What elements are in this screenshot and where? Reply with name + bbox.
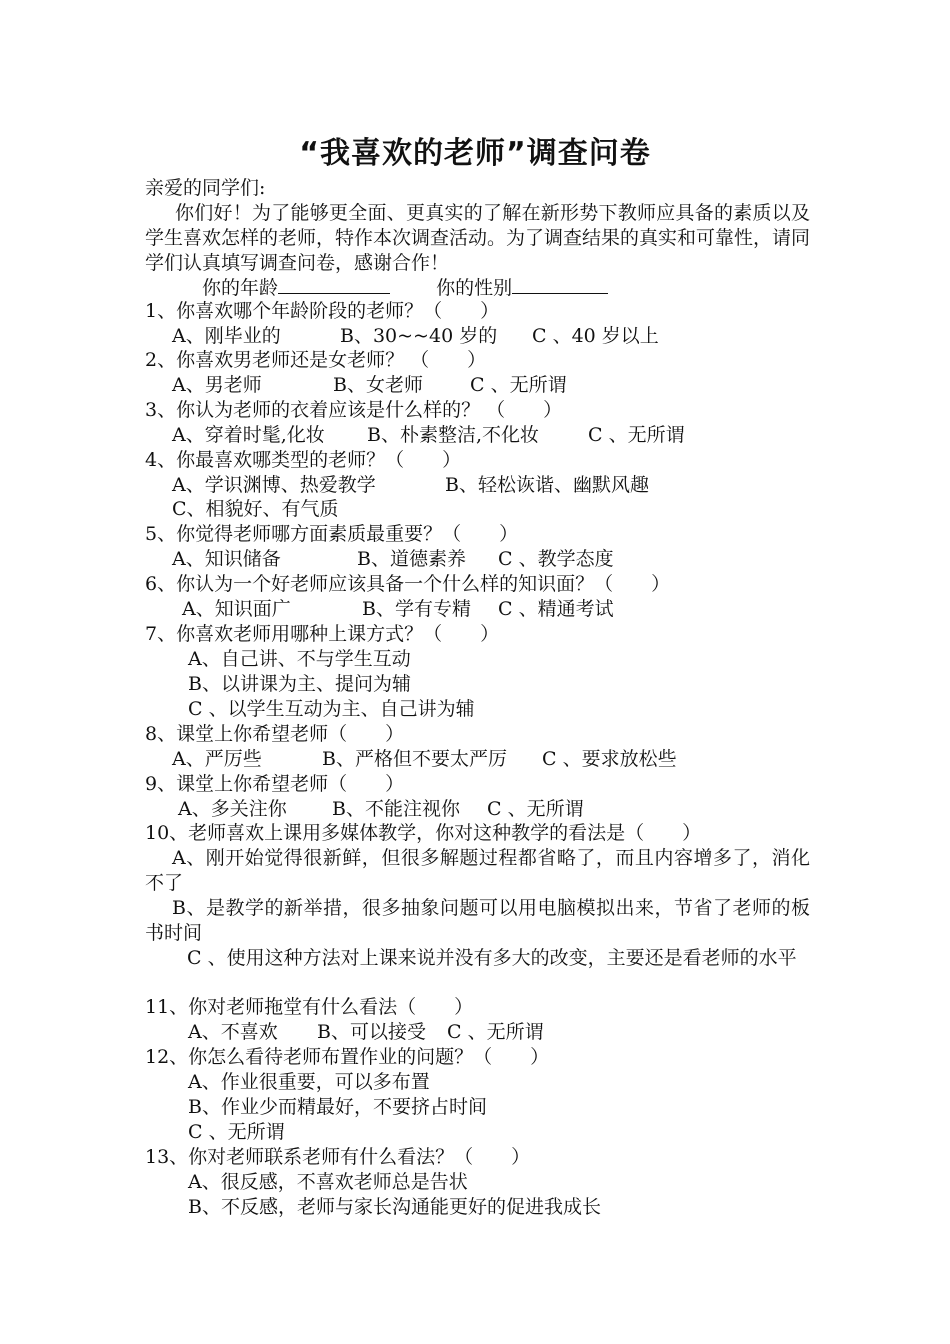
q5-option-b: B、道德素养 [357,548,466,570]
q12-option-c: C 、无所谓 [188,1121,285,1143]
question-12: 12、你怎么看待老师布置作业的问题？（ ） [145,1046,550,1068]
q1-option-a: A、刚毕业的 [172,325,281,347]
q9-option-c: C 、无所谓 [487,798,584,820]
q2-option-a: A、男老师 [172,374,262,396]
q7-option-a: A、自己讲、不与学生互动 [188,648,411,670]
question-8: 8、课堂上你希望老师（ ） [145,723,405,745]
gender-blank[interactable] [512,275,608,294]
q8-option-b: B、严格但不要太严厉 [322,748,507,770]
q10-option-b: B、是教学的新举措，很多抽象问题可以用电脑模拟出来，节省了老师的板书时间 [145,897,810,944]
question-6: 6、你认为一个好老师应该具备一个什么样的知识面？（ ） [145,573,671,595]
q2-option-b: B、女老师 [333,374,423,396]
question-2: 2、你喜欢男老师还是女老师？ （ ） [145,349,487,371]
q8-option-a: A、严厉些 [172,748,262,770]
q2-option-c: C 、无所谓 [470,374,567,396]
q8-option-c: C 、要求放松些 [542,748,677,770]
question-5: 5、你觉得老师哪方面素质最重要？（ ） [145,523,519,545]
q6-option-c: C 、精通考试 [498,598,614,620]
question-1: 1、你喜欢哪个年龄阶段的老师？（ ） [145,300,500,322]
q6-option-a: A、知识面广 [182,598,291,620]
gender-label: 你的性别 [436,277,513,299]
q11-option-a: A、不喜欢 [188,1021,278,1043]
q7-option-c: C 、以学生互动为主、自己讲为辅 [188,698,475,720]
q7-option-b: B、以讲课为主、提问为辅 [188,673,411,695]
q12-option-b: B、作业少而精最好，不要挤占时间 [188,1096,487,1118]
q3-option-b: B、朴素整洁,不化妆 [367,424,540,446]
greeting: 亲爱的同学们: [145,177,266,199]
info-fields [202,275,608,301]
q4-option-a: A、学识渊博、热爱教学 [172,474,376,496]
q4-option-b: B、轻松诙谐、幽默风趣 [445,474,649,496]
q10-option-a: A、刚开始觉得很新鲜，但很多解题过程都省略了，而且内容增多了，消化不了 [145,847,810,894]
question-9: 9、课堂上你希望老师（ ） [145,773,405,795]
q5-option-a: A、知识储备 [172,548,281,570]
q4-option-c: C、相貌好、有气质 [172,498,339,520]
question-3: 3、你认为老师的衣着应该是什么样的？ （ ） [145,399,563,421]
q11-option-b: B、可以接受 [317,1021,426,1043]
question-4: 4、你最喜欢哪类型的老师？（ ） [145,449,462,471]
q1-option-c: C 、40 岁以上 [532,325,659,347]
question-13: 13、你对老师联系老师有什么看法？（ ） [145,1146,531,1168]
q13-option-b: B、不反感，老师与家长沟通能更好的促进我成长 [188,1196,601,1218]
q11-option-c: C 、无所谓 [447,1021,544,1043]
q12-option-a: A、作业很重要，可以多布置 [188,1071,430,1093]
q9-option-a: A、多关注你 [178,798,287,820]
question-10: 10、老师喜欢上课用多媒体教学，你对这种教学的看法是（ ） [145,822,702,844]
age-blank[interactable] [278,275,390,294]
intro-paragraph: 你们好！为了能够更全面、更真实的了解在新形势下教师应具备的素质以及学生喜欢怎样的老师，特作本次调查活动。为了调查结果的真实和可靠性，请同学们认真填写调查问卷，感谢合作！ [145,202,811,274]
age-label: 你的年龄 [202,277,279,299]
q13-option-a: A、很反感，不喜欢老师总是告状 [188,1171,468,1193]
q9-option-b: B、不能注视你 [332,798,460,820]
q3-option-c: C 、无所谓 [588,424,685,446]
q1-option-b: B、30~~40 岁的 [340,325,498,347]
q6-option-b: B、学有专精 [362,598,471,620]
page-title: “我喜欢的老师”调查问卷 [299,136,651,171]
q10-option-c: C 、使用这种方法对上课来说并没有多大的改变，主要还是看老师的水平 [187,947,797,969]
question-11: 11、你对老师拖堂有什么看法（ ） [145,996,474,1018]
question-7: 7、你喜欢老师用哪种上课方式？（ ） [145,623,500,645]
q3-option-a: A、穿着时髦,化妆 [172,424,325,446]
q5-option-c: C 、教学态度 [498,548,614,570]
